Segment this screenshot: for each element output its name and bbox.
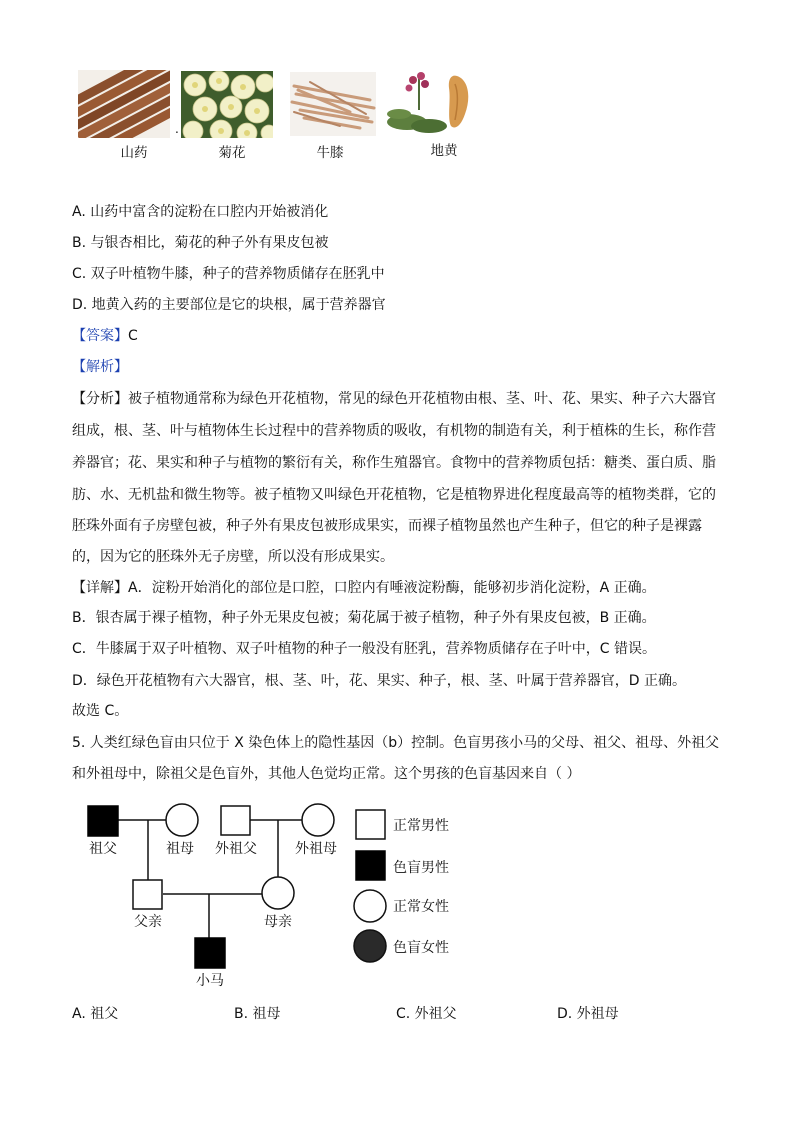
mother-symbol [262, 877, 294, 909]
label-mother: 母亲 [264, 914, 292, 930]
father-symbol [133, 880, 162, 909]
detail-line: C．牛膝属于双子叶植物、双子叶植物的种子一般没有胚乳，营养物质储存在子叶中，C 错误。 [72, 641, 656, 657]
option-d: D. 地黄入药的主要部位是它的块根，属于营养器官 [72, 297, 386, 313]
label-maternal-grandfather: 外祖父 [215, 841, 257, 857]
q5-option-c: C. 外祖父 [396, 1006, 457, 1022]
analysis-line: 养器官；花、果实和种子与植物的繁衍有关，称作生殖器官。食物中的营养物质包括：糖类、蛋白质、脂 [72, 455, 716, 471]
analysis-line: 【分析】被子植物通常称为绿色开花植物，常见的绿色开花植物由根、茎、叶、花、果实、种子六大器官 [72, 391, 716, 407]
detail-line: 故选 C。 [72, 703, 129, 719]
herb-label-rehmannia: 地黄 [430, 143, 458, 159]
detail-line: 【详解】A．淀粉开始消化的部位是口腔，口腔内有唾液淀粉酶，能够初步消化淀粉，A 正确。 [72, 580, 656, 596]
child-symbol [195, 938, 225, 968]
normal-female-circle [354, 890, 386, 922]
analysis-line: 的，因为它的胚珠外无子房壁，所以没有形成果实。 [72, 549, 394, 565]
herb-label-chrysanthemum: 菊花 [218, 145, 246, 161]
q5-option-b: B. 祖母 [234, 1006, 281, 1022]
analysis-line: 组成，根、茎、叶与植物体生长过程中的营养物质的吸收，有机物的制造有关，利于植株的生长，称作营 [72, 423, 716, 439]
q5-stem: 和外祖母中，除祖父是色盲外，其他人色觉均正常。这个男孩的色盲基因来自（ ） [72, 766, 581, 782]
label-grandmother: 祖母 [166, 841, 194, 857]
option-c: C. 双子叶植物牛膝，种子的营养物质储存在胚乳中 [72, 266, 385, 282]
label-maternal-grandmother: 外祖母 [295, 841, 337, 857]
label-father: 父亲 [134, 914, 162, 930]
grandmother-symbol [166, 804, 198, 836]
grandfather-symbol [88, 806, 118, 836]
normal-male-square [356, 810, 385, 839]
answer-tag: 【答案】 [72, 328, 128, 344]
q5-option-d: D. 外祖母 [557, 1006, 619, 1022]
separator-dot: . [175, 122, 179, 136]
detail-line: B．银杏属于裸子植物，种子外无果皮包被；菊花属于被子植物，种子外有果皮包被，B 正确。 [72, 610, 656, 626]
analysis-line: 胚珠外面有子房壁包被，种子外有果皮包被形成果实，而裸子植物虽然也产生种子，但它的种子是裸露 [72, 518, 702, 534]
q5-stem: 5. 人类红绿色盲由只位于 X 染色体上的隐性基因（b）控制。色盲男孩小马的父母、祖父、祖母、外祖父 [72, 735, 720, 751]
herb-label-yam: 山药 [120, 145, 148, 161]
legend-label-colorblind-female: 色盲女性 [393, 940, 449, 956]
colorblind-female-circle [354, 930, 386, 962]
legend-label-normal-male: 正常男性 [393, 818, 449, 834]
option-a: A. 山药中富含的淀粉在口腔内开始被消化 [72, 204, 329, 220]
label-grandfather: 祖父 [89, 841, 117, 857]
colorblind-male-square [356, 851, 385, 880]
answer-value: C [128, 328, 138, 344]
option-b: B. 与银杏相比，菊花的种子外有果皮包被 [72, 235, 329, 251]
legend-label-colorblind-male: 色盲男性 [393, 860, 449, 876]
herb-label-achyranthes: 牛膝 [316, 145, 344, 161]
q5-option-a: A. 祖父 [72, 1006, 119, 1022]
analysis-line: 肪、水、无机盐和微生物等。被子植物又叫绿色开花植物，它是植物界进化程度最高等的植物类群，它的 [72, 487, 716, 503]
detail-line: D．绿色开花植物有六大器官，根、茎、叶，花、果实、种子，根、茎、叶属于营养器官，D 正确。 [72, 673, 687, 689]
analysis-tag: 【解析】 [72, 359, 128, 375]
legend-label-normal-female: 正常女性 [393, 899, 449, 915]
maternal-grandmother-symbol [302, 804, 334, 836]
maternal-grandfather-symbol [221, 806, 250, 835]
label-child: 小马 [196, 973, 224, 989]
